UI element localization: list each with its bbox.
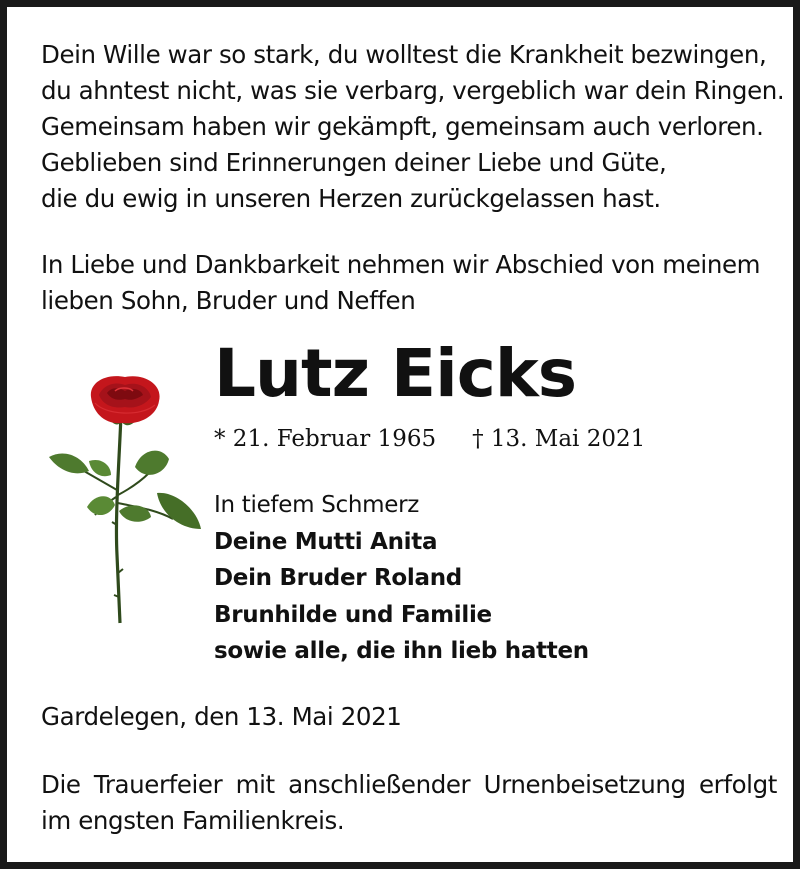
funeral-word: Urnenbeisetzung xyxy=(483,770,686,799)
poem-line: Gemeinsam haben wir gekämpft, gemeinsam auch verloren. xyxy=(41,112,764,141)
funeral-line xyxy=(41,767,777,803)
life-dates xyxy=(214,422,645,456)
funeral-word: erfolgt xyxy=(699,770,777,799)
memorial-poem xyxy=(41,37,785,217)
mourning-phrase: In tiefem Schmerz xyxy=(214,492,419,518)
poem-line: du ahntest nicht, was sie verbarg, vergeblich war dein Ringen. xyxy=(41,76,785,105)
funeral-word: mit xyxy=(235,770,275,799)
mourner-name: Deine Mutti Anita xyxy=(214,528,438,555)
place-and-date: Gardelegen, den 13. Mai 2021 xyxy=(41,702,402,731)
mourner-name: Dein Bruder Roland xyxy=(214,565,462,591)
intro-line: lieben Sohn, Bruder und Neffen xyxy=(41,286,416,315)
funeral-word: Die xyxy=(41,770,81,799)
mourner-name: Brunhilde und Familie xyxy=(214,601,492,628)
death-date: † 13. Mai 2021 xyxy=(472,426,646,452)
deceased-name: Lutz Eicks xyxy=(214,335,576,412)
funeral-word: Trauerfeier xyxy=(93,770,223,799)
funeral-word: anschließender xyxy=(288,770,471,799)
mourners-list xyxy=(214,487,589,670)
poem-line: Geblieben sind Erinnerungen deiner Liebe und Güte, xyxy=(41,148,667,177)
birth-date: * 21. Februar 1965 xyxy=(214,426,437,452)
funeral-line: im engsten Familienkreis. xyxy=(41,806,345,835)
funeral-notice xyxy=(41,767,777,839)
mourner-name: sowie alle, die ihn lieb hatten xyxy=(214,638,589,664)
poem-line: Dein Wille war so stark, du wolltest die Krankheit bezwingen, xyxy=(41,40,767,69)
intro-line: In Liebe und Dankbarkeit nehmen wir Abschied von meinem xyxy=(41,250,761,279)
rose-icon xyxy=(45,375,207,627)
farewell-intro xyxy=(41,247,781,319)
poem-line: die du ewig in unseren Herzen zurückgelassen hast. xyxy=(41,184,661,213)
